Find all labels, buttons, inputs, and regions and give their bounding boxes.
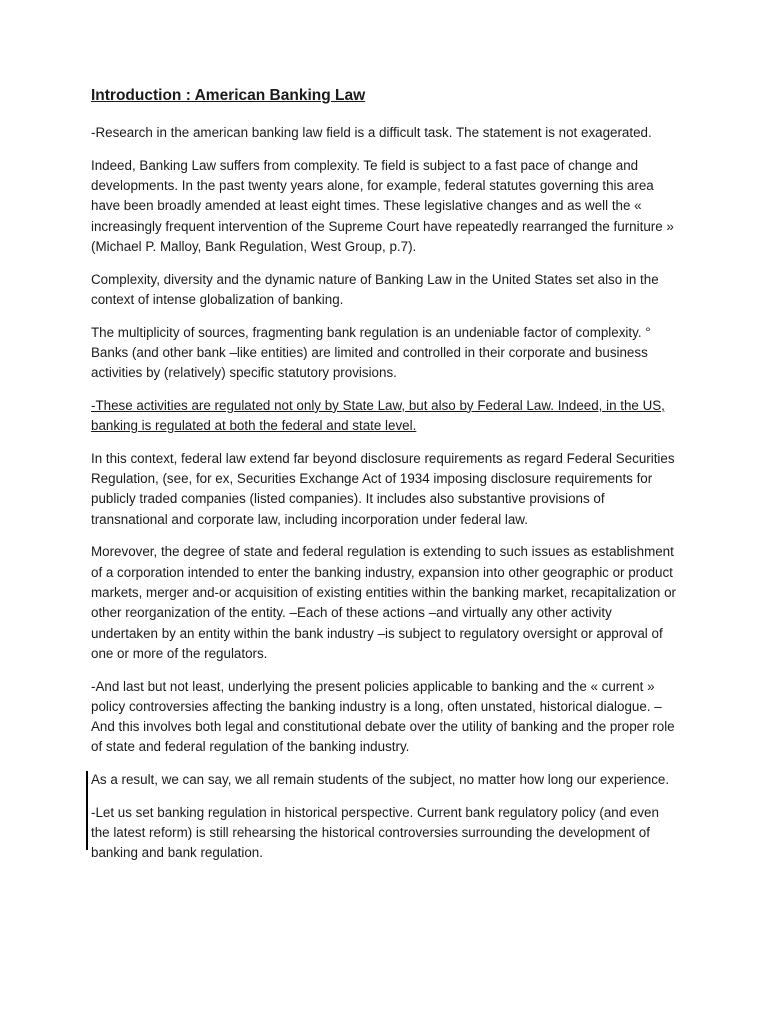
paragraph-multiplicity-of-sources: The multiplicity of sources, fragmenting bank regulation is an undeniable factor of complexity. ° Banks (and other bank –like entities) are limited and controlled in their corporate and business activities by (relatively) specific statutory provisions.: [91, 324, 651, 381]
paragraph-state-federal-law: -These activities are regulated not only by State Law, but also by Federal Law. Indeed, in the US, banking is regulated at both the federal and state level.: [91, 397, 665, 434]
paragraph-historical-perspective: -Let us set banking regulation in historical perspective. Current bank regulatory policy (and even the latest reform) is still rehearsing the historical controversies surrounding the development of banking and bank regulation.: [91, 804, 659, 861]
tracked-change-block: [91, 770, 676, 864]
document-body: [91, 86, 676, 876]
paragraph-complexity: Indeed, Banking Law suffers from complexity. Te field is subject to a fast pace of change and developments. In the past twenty years alone, for example, federal statutes governing this area have been broadly amended at least eight times. These legislative changes and as well the « increasingly frequent intervention of the Supreme Court have repeatedly rearranged the furniture » (Michael P. Malloy, Bank Regulation, West Group, p.7).: [91, 157, 674, 254]
paragraph-regulation-extent: Morevover, the degree of state and federal regulation is extending to such issues as establishment of a corporation intended to enter the banking industry, expansion into other geographic or product markets, merger and-or acquisition of existing entities within the banking market, recapitalization or other reorganization of the entity. –Each of these actions –and virtually any other activity undertaken by an entity within the bank industry –is subject to regulatory oversight or approval of one or more of the regulators.: [91, 544, 677, 661]
document-title: Introduction : American Banking Law: [91, 87, 366, 104]
paragraph-globalization: Complexity, diversity and the dynamic nature of Banking Law in the United States set also in the context of intense globalization of banking.: [91, 271, 659, 307]
paragraph-students-of-subject: As a result, we can say, we all remain students of the subject, no matter how long our experience.: [91, 772, 670, 788]
paragraph-research-difficulty: -Research in the american banking law field is a difficult task. The statement is not exagerated.: [91, 125, 652, 140]
change-bar: [86, 771, 88, 850]
paragraph-historical-dialogue: -And last but not least, underlying the present policies applicable to banking and the « current » policy controversies affecting the banking industry is a long, often unstated, historical dialogue. –And this involves both legal and constitutional debate over the utility of banking and the proper role of state and federal regulation of the banking industry.: [91, 678, 675, 755]
paragraph-federal-law-scope: In this context, federal law extend far beyond disclosure requirements as regard Federal Securities Regulation, (see, for ex, Securities Exchange Act of 1934 imposing disclosure requirements for publicly traded companies (listed companies). It includes also substantive provisions of transnational and corporate law, including incorporation under federal law.: [91, 450, 675, 527]
